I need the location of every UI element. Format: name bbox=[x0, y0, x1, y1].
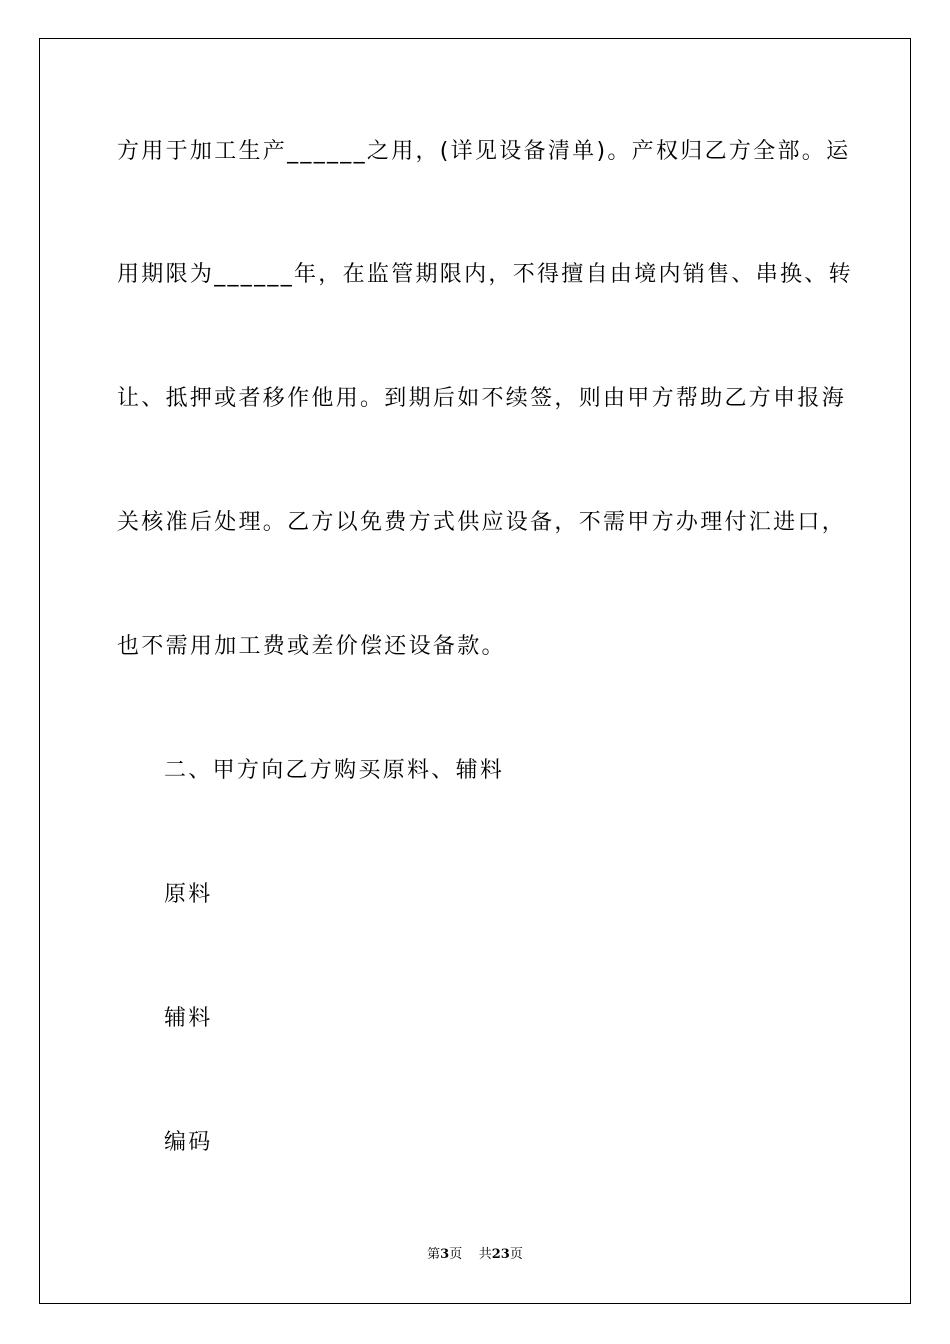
footer-page-number: 3 bbox=[440, 1247, 450, 1262]
paragraph-line-2: 用期限为______年，在监管期限内，不得擅自由境内销售、串换、转 bbox=[117, 262, 853, 287]
paragraph-line-3: 让、抵押或者移作他用。到期后如不续签，则由甲方帮助乙方申报海 bbox=[117, 386, 847, 411]
item-code: 编码 bbox=[164, 1130, 213, 1155]
footer-total-prefix: 共 bbox=[478, 1247, 492, 1262]
page-footer bbox=[0, 1246, 950, 1264]
footer-page-prefix: 第 bbox=[427, 1247, 441, 1262]
page-border bbox=[39, 38, 911, 1304]
paragraph-line-5: 也不需用加工费或差价偿还设备款。 bbox=[117, 634, 506, 659]
footer-total-pages: 23 bbox=[491, 1247, 510, 1262]
section-heading: 二、甲方向乙方购买原料、辅料 bbox=[164, 758, 505, 783]
footer-page-suffix: 页 bbox=[449, 1247, 463, 1262]
item-auxiliary-material: 辅料 bbox=[164, 1006, 213, 1031]
paragraph-line-1: 方用于加工生产______之用，(详见设备清单)。产权归乙方全部。运 bbox=[117, 139, 851, 164]
footer-total-suffix: 页 bbox=[509, 1247, 523, 1262]
paragraph-line-4: 关核准后处理。乙方以免费方式供应设备，不需甲方办理付汇进口， bbox=[117, 510, 847, 535]
item-raw-material: 原料 bbox=[164, 882, 213, 907]
